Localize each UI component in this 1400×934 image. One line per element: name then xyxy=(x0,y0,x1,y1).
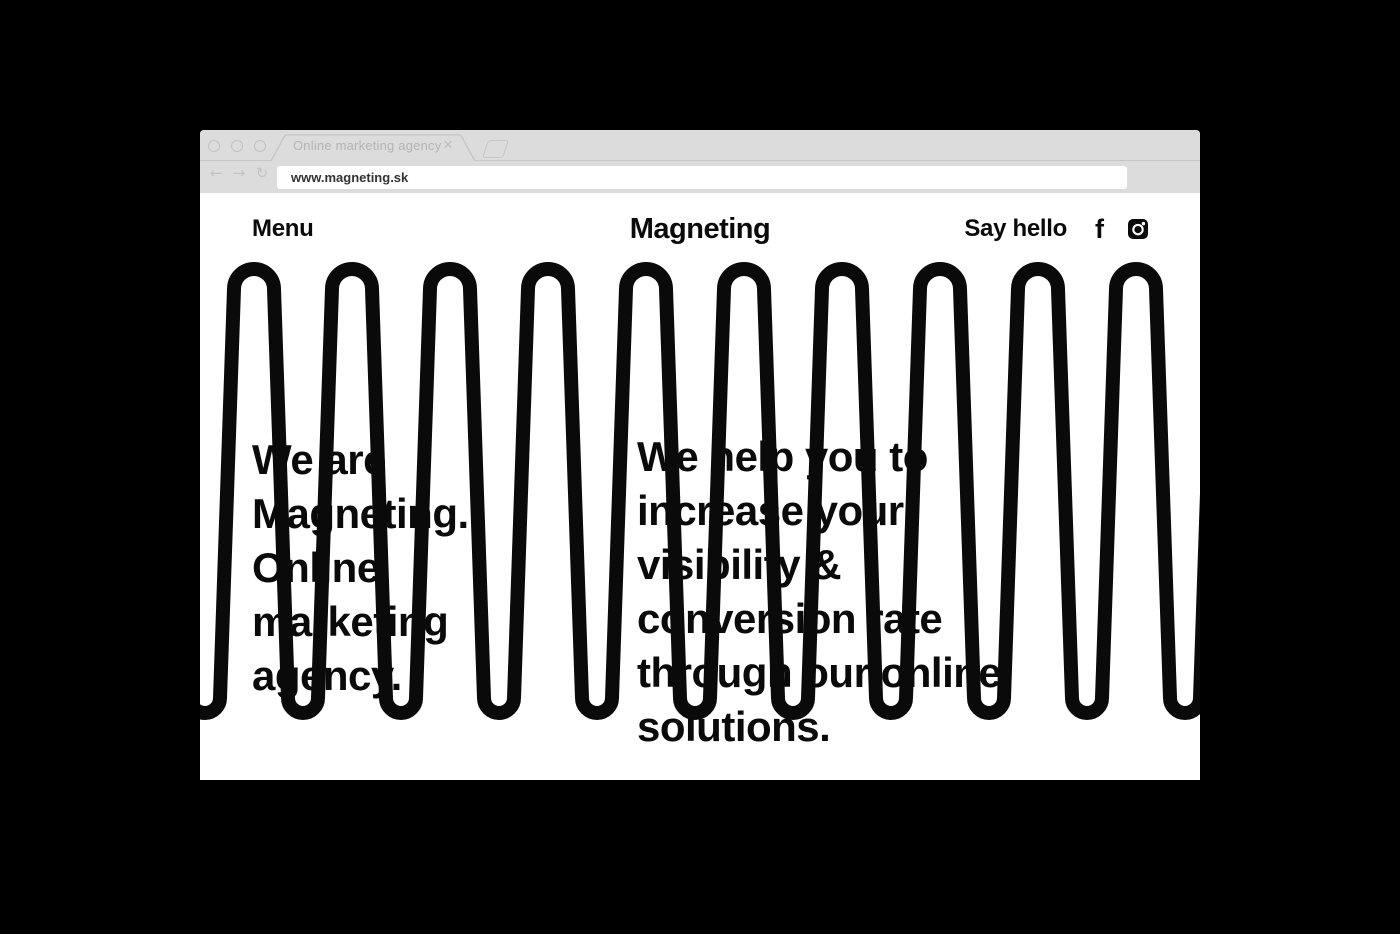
hero-line: agency. xyxy=(252,652,402,699)
menu-button[interactable]: Menu xyxy=(252,215,314,242)
webpage xyxy=(200,193,1200,780)
hero-line: increase your xyxy=(637,487,904,534)
hero-line: through our online xyxy=(637,649,1002,696)
maximize-window-icon[interactable] xyxy=(254,140,266,152)
facebook-icon[interactable]: f xyxy=(1095,214,1104,244)
header-right-group xyxy=(964,215,1148,243)
hero-intro-text xyxy=(252,433,469,703)
site-logo[interactable]: Magneting xyxy=(629,212,771,245)
browser-window xyxy=(200,130,1200,780)
tab-title[interactable]: Online marketing agency xyxy=(293,138,442,153)
hero-line: solutions. xyxy=(637,703,831,750)
address-bar-input[interactable] xyxy=(277,166,1127,189)
hero-line: We are xyxy=(252,436,386,483)
browser-toolbar xyxy=(200,161,1200,193)
refresh-icon[interactable]: ↻ xyxy=(255,164,269,182)
hero-line: Online xyxy=(252,544,380,591)
forward-icon[interactable]: → xyxy=(232,164,246,182)
hero-line: conversion rate xyxy=(637,595,943,642)
hero-line: visibility & xyxy=(637,541,842,588)
back-icon[interactable]: ← xyxy=(209,164,223,182)
new-tab-button[interactable] xyxy=(482,140,509,158)
minimize-window-icon[interactable] xyxy=(231,140,243,152)
traffic-lights xyxy=(208,140,266,152)
hero-line: Magneting. xyxy=(252,490,469,537)
browser-tab-bar xyxy=(200,130,1200,161)
hero-line: marketing xyxy=(252,598,449,645)
tab-close-icon[interactable]: × xyxy=(443,135,453,154)
hero-line: We help you to xyxy=(637,433,928,480)
say-hello-link[interactable]: Say hello xyxy=(964,215,1067,242)
instagram-icon[interactable] xyxy=(1128,219,1148,239)
hero-value-proposition-text xyxy=(637,430,1001,754)
site-header xyxy=(200,193,1200,265)
close-window-icon[interactable] xyxy=(208,140,220,152)
